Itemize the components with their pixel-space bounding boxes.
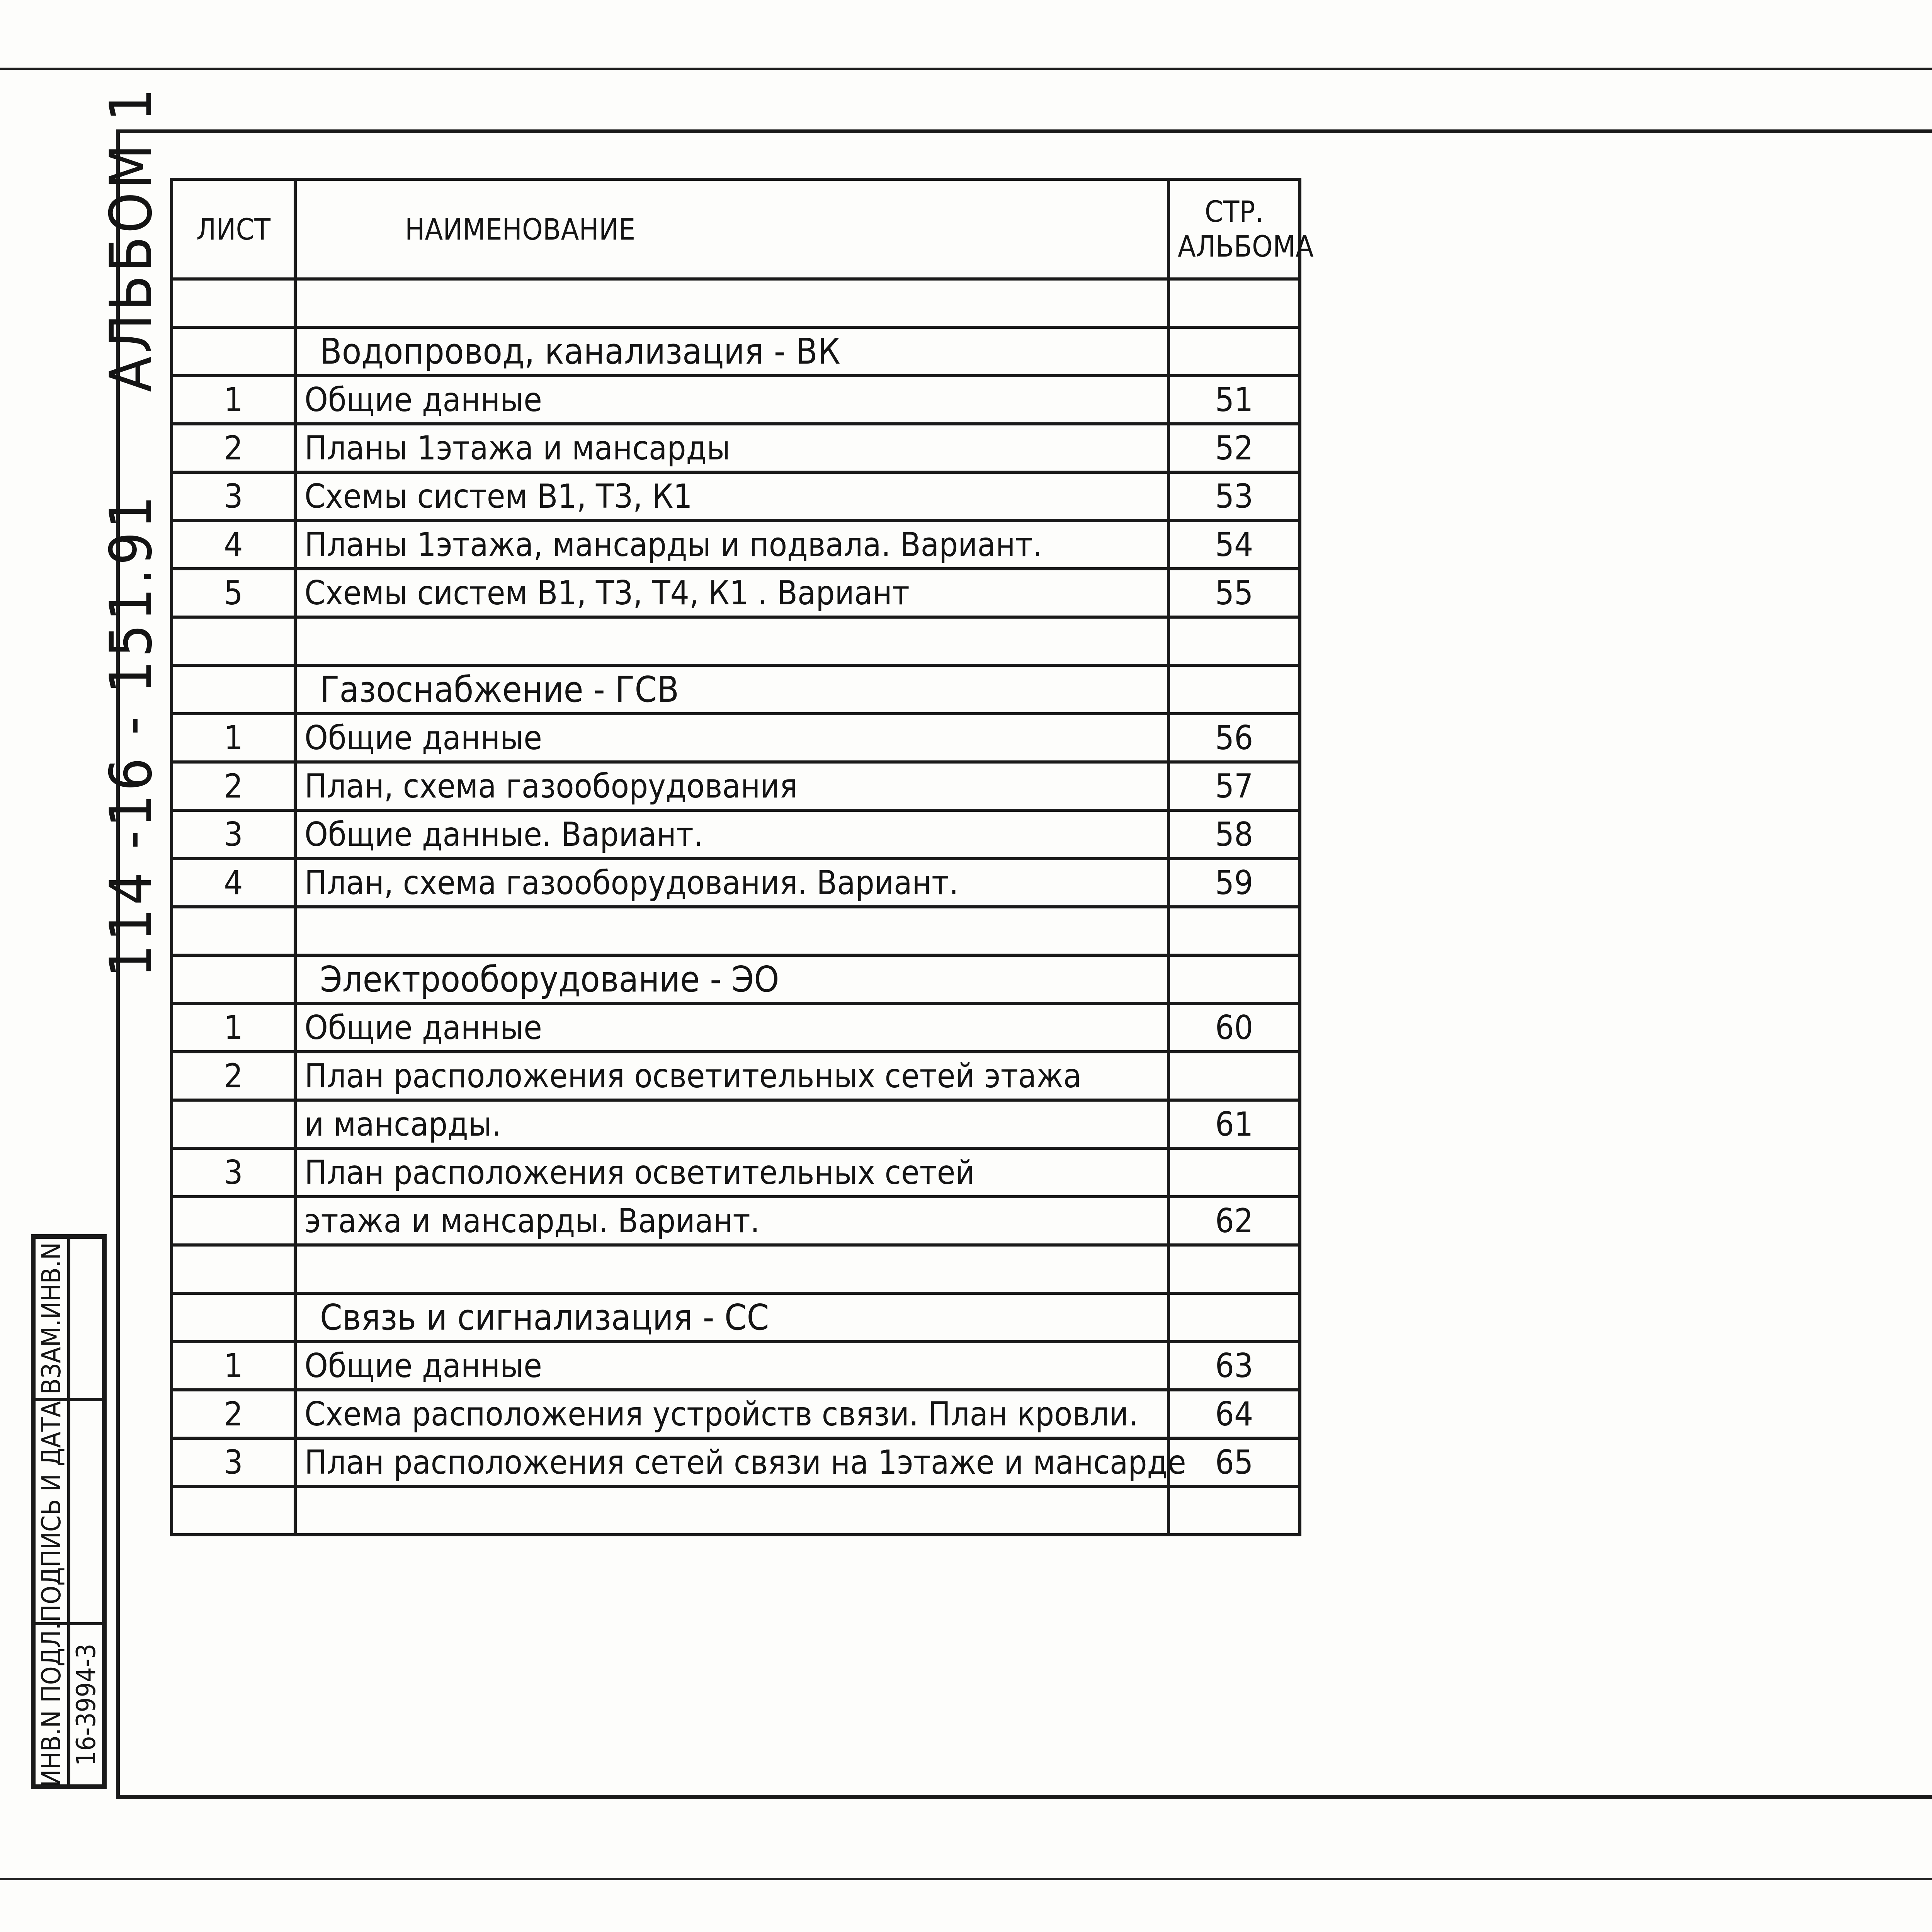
row-page-number bbox=[1168, 955, 1300, 1003]
row-name: Общие данные bbox=[295, 1003, 1168, 1052]
row-sheet-number: 3 bbox=[172, 1148, 295, 1197]
row-sheet-number bbox=[172, 1100, 295, 1148]
row-page-number: 55 bbox=[1168, 569, 1300, 617]
row-page-number: 53 bbox=[1168, 472, 1300, 520]
table-row bbox=[172, 762, 1300, 810]
row-page-number: 64 bbox=[1168, 1390, 1300, 1438]
row-name: План расположения осветительных сетей этажа bbox=[295, 1052, 1168, 1100]
top-edge-line bbox=[0, 68, 1932, 70]
table-row bbox=[172, 1003, 1300, 1052]
row-sheet-number: 1 bbox=[172, 714, 295, 762]
row-sheet-number bbox=[172, 955, 295, 1003]
approval-stamp bbox=[31, 1234, 107, 1789]
stamp-inv-original-value: 16-3994-3 bbox=[69, 1624, 104, 1786]
row-name: Схема расположения устройств связи. План кровли. bbox=[295, 1390, 1168, 1438]
header-name: НАИМЕНОВАНИЕ bbox=[295, 179, 1168, 279]
row-sheet-number bbox=[172, 1245, 295, 1293]
table-body bbox=[172, 279, 1300, 1535]
row-page-number bbox=[1168, 1486, 1300, 1535]
table-row bbox=[172, 714, 1300, 762]
stamp-signature-date-value bbox=[69, 1400, 104, 1624]
table-row bbox=[172, 810, 1300, 859]
header-page: СТР. АЛЬБОМА bbox=[1168, 179, 1300, 279]
row-name bbox=[295, 279, 1168, 327]
row-page-number bbox=[1168, 279, 1300, 327]
document-code-block bbox=[93, 85, 170, 978]
table-row bbox=[172, 665, 1300, 714]
row-page-number: 62 bbox=[1168, 1197, 1300, 1245]
row-sheet-number bbox=[172, 665, 295, 714]
section-title: Газоснабжение - ГСВ bbox=[295, 665, 1168, 714]
table-row bbox=[172, 617, 1300, 665]
table-row bbox=[172, 955, 1300, 1003]
row-name: План расположения сетей связи на 1этаже и мансарде bbox=[295, 1438, 1168, 1486]
table-row bbox=[172, 1438, 1300, 1486]
row-page-number bbox=[1168, 907, 1300, 955]
row-sheet-number bbox=[172, 327, 295, 376]
table-row bbox=[172, 907, 1300, 955]
table-row bbox=[172, 1293, 1300, 1342]
table-row bbox=[172, 1148, 1300, 1197]
row-name: Общие данные bbox=[295, 714, 1168, 762]
row-sheet-number: 5 bbox=[172, 569, 295, 617]
row-name: Планы 1этажа и мансарды bbox=[295, 424, 1168, 472]
row-name: Схемы систем В1, Т3, Т4, К1 . Вариант bbox=[295, 569, 1168, 617]
row-name: План, схема газооборудования. Вариант. bbox=[295, 859, 1168, 907]
table-row bbox=[172, 520, 1300, 569]
album-label: АЛЬБОМ 1 bbox=[98, 85, 165, 392]
index-table bbox=[170, 178, 1314, 1536]
row-sheet-number: 3 bbox=[172, 1438, 295, 1486]
row-page-number: 61 bbox=[1168, 1100, 1300, 1148]
row-sheet-number: 4 bbox=[172, 859, 295, 907]
row-page-number: 63 bbox=[1168, 1342, 1300, 1390]
row-page-number: 58 bbox=[1168, 810, 1300, 859]
row-sheet-number: 1 bbox=[172, 1342, 295, 1390]
table-header-row bbox=[172, 179, 1300, 279]
row-sheet-number: 2 bbox=[172, 1390, 295, 1438]
row-page-number: 60 bbox=[1168, 1003, 1300, 1052]
table-row bbox=[172, 1245, 1300, 1293]
row-name: Общие данные bbox=[295, 1342, 1168, 1390]
row-sheet-number bbox=[172, 1486, 295, 1535]
row-name bbox=[295, 617, 1168, 665]
row-name: Общие данные bbox=[295, 376, 1168, 424]
row-page-number bbox=[1168, 327, 1300, 376]
row-sheet-number bbox=[172, 617, 295, 665]
row-sheet-number: 4 bbox=[172, 520, 295, 569]
table-row bbox=[172, 859, 1300, 907]
row-page-number bbox=[1168, 1293, 1300, 1342]
row-name: и мансарды. bbox=[295, 1100, 1168, 1148]
row-name: План, схема газооборудования bbox=[295, 762, 1168, 810]
row-page-number: 56 bbox=[1168, 714, 1300, 762]
stamp-replacement-inv-value bbox=[69, 1237, 104, 1400]
row-sheet-number: 3 bbox=[172, 472, 295, 520]
table-row bbox=[172, 1100, 1300, 1148]
row-name bbox=[295, 907, 1168, 955]
row-sheet-number bbox=[172, 1197, 295, 1245]
table-row bbox=[172, 376, 1300, 424]
row-page-number: 51 bbox=[1168, 376, 1300, 424]
section-title: Водопровод, канализация - ВК bbox=[295, 327, 1168, 376]
row-page-number bbox=[1168, 1052, 1300, 1100]
row-sheet-number: 3 bbox=[172, 810, 295, 859]
table-row bbox=[172, 472, 1300, 520]
row-page-number: 57 bbox=[1168, 762, 1300, 810]
section-title: Электрооборудование - ЭО bbox=[295, 955, 1168, 1003]
row-name: План расположения осветительных сетей bbox=[295, 1148, 1168, 1197]
row-name: Планы 1этажа, мансарды и подвала. Вариант. bbox=[295, 520, 1168, 569]
header-sheet: ЛИСТ bbox=[172, 179, 295, 279]
row-sheet-number: 1 bbox=[172, 376, 295, 424]
row-page-number: 54 bbox=[1168, 520, 1300, 569]
table-row bbox=[172, 424, 1300, 472]
row-name bbox=[295, 1245, 1168, 1293]
stamp-replacement-inv-label: ВЗАМ.ИНВ.N bbox=[34, 1237, 69, 1400]
row-sheet-number: 2 bbox=[172, 762, 295, 810]
stamp-signature-date-label: ПОДПИСЬ И ДАТА bbox=[34, 1400, 69, 1624]
row-sheet-number: 2 bbox=[172, 1052, 295, 1100]
table-row bbox=[172, 1052, 1300, 1100]
row-page-number: 52 bbox=[1168, 424, 1300, 472]
row-sheet-number bbox=[172, 279, 295, 327]
table-row bbox=[172, 1197, 1300, 1245]
table-row bbox=[172, 327, 1300, 376]
row-name bbox=[295, 1486, 1168, 1535]
row-page-number: 65 bbox=[1168, 1438, 1300, 1486]
row-name: этажа и мансарды. Вариант. bbox=[295, 1197, 1168, 1245]
table-row bbox=[172, 1342, 1300, 1390]
row-sheet-number bbox=[172, 1293, 295, 1342]
row-name: Общие данные. Вариант. bbox=[295, 810, 1168, 859]
document-code: 114 -16 - 151.91 bbox=[98, 492, 165, 978]
row-page-number bbox=[1168, 665, 1300, 714]
row-name: Схемы систем В1, Т3, К1 bbox=[295, 472, 1168, 520]
row-page-number bbox=[1168, 617, 1300, 665]
section-title: Связь и сигнализация - СС bbox=[295, 1293, 1168, 1342]
row-sheet-number: 2 bbox=[172, 424, 295, 472]
table-row bbox=[172, 1486, 1300, 1535]
row-page-number bbox=[1168, 1245, 1300, 1293]
table-row bbox=[172, 279, 1300, 327]
table-row bbox=[172, 569, 1300, 617]
stamp-inv-original-label: ИНВ.N ПОДЛ. bbox=[34, 1624, 69, 1786]
row-sheet-number: 1 bbox=[172, 1003, 295, 1052]
row-sheet-number bbox=[172, 907, 295, 955]
table-row bbox=[172, 1390, 1300, 1438]
bottom-edge-line bbox=[0, 1878, 1932, 1880]
row-page-number bbox=[1168, 1148, 1300, 1197]
row-page-number: 59 bbox=[1168, 859, 1300, 907]
